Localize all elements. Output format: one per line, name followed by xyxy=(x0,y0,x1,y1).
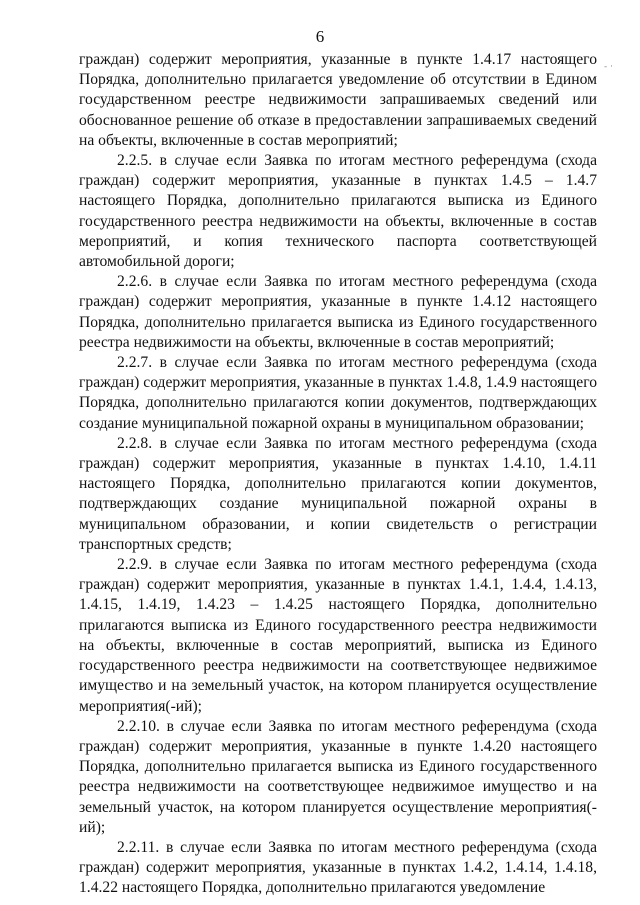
edge-mark: - · xyxy=(604,62,613,72)
paragraph-2-2-5: 2.2.5. в случае если Заявка по итогам местного референдума (схода граждан) содержит мероприятия, указанные в пунктах 1.4.5 – 1.4.7 настоящего Порядка, дополнительно прилагаются выписка из Единого государственного реестра недвижимости на объекты, включенные в состав мероприятий, и копия технического паспорта соответствующей автомобильной дороги; xyxy=(79,152,597,271)
page-number: 6 xyxy=(315,27,325,46)
paragraph-continuation: граждан) содержит мероприятия, указанные в пункте 1.4.17 настоящего Порядка, дополнительно прилагается уведомление об отсутствии в Едином государственном реестре недвижимости запрашиваемых сведений или обоснованное решение об отказе в предоставлении запрашиваемых сведений на объекты, включенные в состав мероприятий; xyxy=(79,51,597,149)
paragraph-2-2-7: 2.2.7. в случае если Заявка по итогам местного референдума (схода граждан) содержит мероприятия, указанные в пунктах 1.4.8, 1.4.9 настоящего Порядка, дополнительно прилагаются копии документов, подтверждающих создание муниципальной пожарной охраны в муниципальном образовании; xyxy=(79,354,597,432)
paragraph-2-2-9: 2.2.9. в случае если Заявка по итогам местного референдума (схода граждан) содержит мероприятия, указанные в пунктах 1.4.1, 1.4.4, 1.4.13, 1.4.15, 1.4.19, 1.4.23 – 1.4.25 настоящего Порядка, дополнительно прилагаются выписка из Единого государственного реестра недвижимости на объекты, включенные в состав мероприятий, выписка из Единого государственного реестра недвижимости на соответствующее недвижимое имущество и на земельный участок, на котором планируется осуществление мероприятия(-ий); xyxy=(79,556,597,715)
document-body xyxy=(79,50,597,899)
paragraph-2-2-8: 2.2.8. в случае если Заявка по итогам местного референдума (схода граждан) содержит мероприятия, указанные в пунктах 1.4.10, 1.4.11 настоящего Порядка, дополнительно прилагаются копии документов, подтверждающих создание муниципальной пожарной охраны в муниципальном образовании, и копии свидетельств о регистрации транспортных средств; xyxy=(79,434,597,553)
paragraph-2-2-6: 2.2.6. в случае если Заявка по итогам местного референдума (схода граждан) содержит мероприятия, указанные в пункте 1.4.12 настоящего Порядка, дополнительно прилагается выписка из Единого государственного реестра недвижимости на объекты, включенные в состав мероприятий; xyxy=(79,273,597,351)
paragraph-2-2-10: 2.2.10. в случае если Заявка по итогам местного референдума (схода граждан) содержит мероприятия, указанные в пункте 1.4.20 настоящего Порядка, дополнительно прилагается выписка из Единого государственного реестра недвижимости на соответствующее недвижимое имущество и на земельный участок, на котором планируется осуществление мероприятия(-ий); xyxy=(79,717,597,836)
paragraph-2-2-11: 2.2.11. в случае если Заявка по итогам местного референдума (схода граждан) содержит мероприятия, указанные в пунктах 1.4.2, 1.4.14, 1.4.18, 1.4.22 настоящего Порядка, дополнительно прилагаются уведомление xyxy=(79,838,597,897)
